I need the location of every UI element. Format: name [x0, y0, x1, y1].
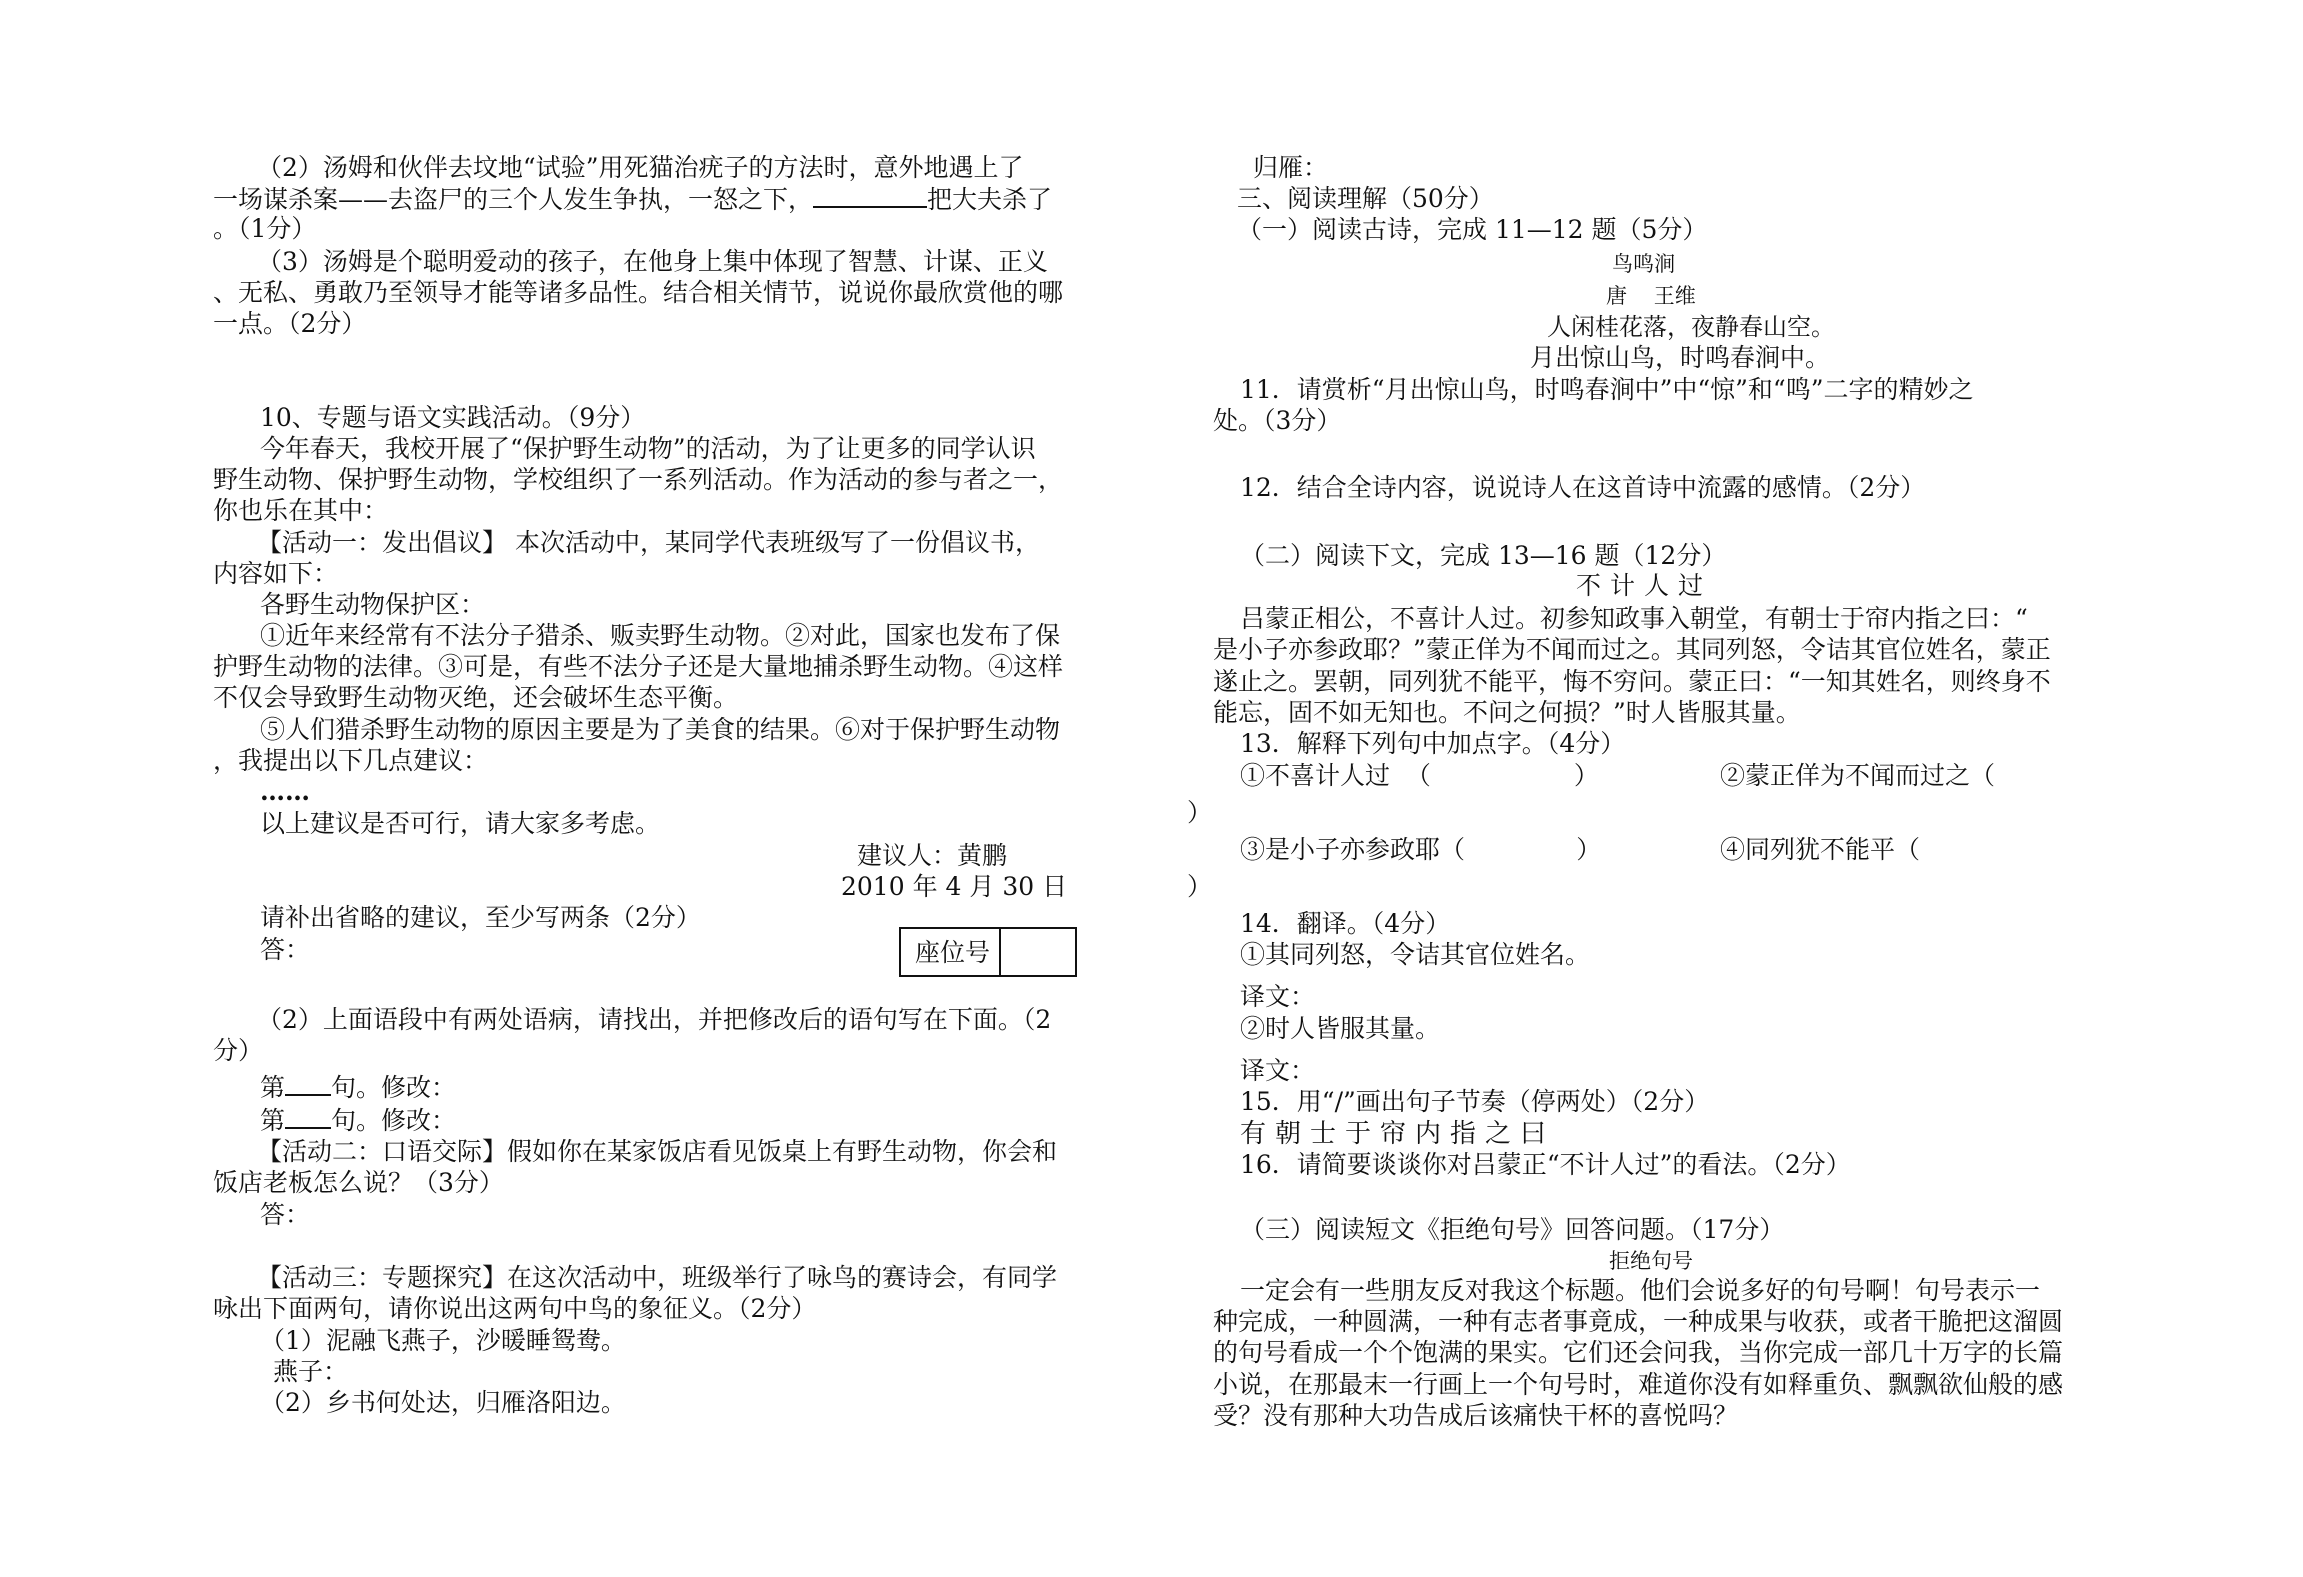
article-title: 拒绝句号	[1609, 1249, 1693, 1273]
q14-item-2: ②时人皆服其量。	[1240, 1014, 1441, 1043]
activity1-heading: 【活动一：发出倡议】 本次活动中，某同学代表班级写了一份倡议书，	[257, 528, 1040, 557]
q14-item-1: ①其同列怒，令诘其官位姓名。	[1240, 940, 1591, 969]
article-line-3: 的句号看成一个个饱满的果实。它们还会问我，当你完成一部几十万字的长篇	[1213, 1338, 2064, 1367]
q12: 12．结合全诗内容，说说诗人在这首诗中流露的感情。（2分）	[1240, 473, 1926, 502]
poem-title: 鸟鸣涧	[1612, 252, 1675, 276]
q9-3-line1: （3）汤姆是个聪明爱动的孩子，在他身上集中体现了智慧、计谋、正义	[257, 247, 1048, 276]
q13-item-2-close: ）	[1187, 798, 1213, 827]
text-title: 不计人过	[1576, 571, 1713, 600]
text-line-3: 遂止之。罢朝，同列犹不能平，悔不穷问。蒙正曰：“一知其姓名，则终身不	[1213, 667, 2051, 696]
poem-line-1: （1）泥融飞燕子，沙暖睡鸳鸯。	[260, 1326, 626, 1355]
proposal-closing: 以上建议是否可行，请大家多考虑。	[260, 809, 661, 838]
activity1-heading-2: 内容如下：	[213, 559, 339, 588]
seat-number-divider	[999, 929, 1001, 975]
proposal-line-5: ，我提出以下几点建议：	[213, 746, 489, 775]
part-1-title: （一）阅读古诗，完成 11—12 题（5分）	[1237, 215, 1708, 244]
q10-1-prompt: 请补出省略的建议，至少写两条（2分）	[260, 903, 701, 932]
proposal-line-3: 不仅会导致野生动物灭绝，还会破坏生态平衡。	[213, 683, 739, 712]
article-line-2: 种完成，一种圆满，一种有志者事竟成，一种成果与收获，或者干脆把这溜圆	[1213, 1307, 2064, 1336]
swallow-answer-label: 燕子：	[273, 1357, 349, 1386]
q10-intro-3: 你也乐在其中：	[213, 496, 389, 525]
answer-label: 答：	[260, 1200, 311, 1229]
proposal-date: 2010 年 4 月 30 日	[841, 872, 1068, 901]
q13-item-4: ④同列犹不能平（	[1720, 835, 1921, 864]
sentence-number-blank[interactable]	[285, 1070, 331, 1096]
article-line-1: 一定会有一些朋友反对我这个标题。他们会说多好的句号啊！句号表示一	[1240, 1276, 2041, 1305]
goose-answer-label: 归雁：	[1253, 153, 1329, 182]
activity3-heading: 【活动三：专题探究】在这次活动中，班级举行了咏鸟的赛诗会，有同学	[257, 1263, 1058, 1292]
activity3-heading-2: 咏出下面两句，请你说出这两句中鸟的象征义。（2分）	[213, 1294, 817, 1323]
sentence-number-blank[interactable]	[285, 1103, 331, 1129]
q14-title: 14．翻译。（4分）	[1240, 909, 1451, 938]
poem-line-2: 月出惊山鸟，时鸣春涧中。	[1530, 343, 1831, 372]
proposal-line-4: ⑤人们猎杀野生动物的原因主要是为了美食的结果。⑥对于保护野生动物	[260, 715, 1061, 744]
poem-line-2: （2）乡书何处达，归雁洛阳边。	[260, 1388, 626, 1417]
text-line-4: 能忘，固不如无知也。不问之何损？”时人皆服其量。	[1213, 698, 1801, 727]
q13-item-4-close: ）	[1187, 872, 1213, 901]
fix-line-1: 第 句。修改：	[260, 1070, 456, 1104]
q10-title: 10、专题与语文实践活动。（9分）	[260, 403, 646, 432]
q13-item-3: ③是小子亦参政耶（ ）	[1240, 835, 1602, 864]
q15-sentence: 有朝士于帘内指之曰	[1240, 1119, 1556, 1149]
article-line-4: 小说，在那最末一行画上一个句号时，难道你没有如释重负、飘飘欲仙般的感	[1213, 1370, 2064, 1399]
text-line-2: 是小子亦参政耶？”蒙正佯为不闻而过之。其同列怒，令诘其官位姓名，蒙正	[1213, 635, 2051, 664]
q11-line2: 处。（3分）	[1213, 406, 1342, 435]
translation-label: 译文：	[1240, 982, 1316, 1011]
q9-2-line1: （2）汤姆和伙伴去坟地“试验”用死猫治疣子的方法时，意外地遇上了	[257, 153, 1024, 182]
q9-3-line2: 、无私、勇敢乃至领导才能等诸多品性。结合相关情节，说说你最欣赏他的哪	[213, 278, 1064, 307]
seat-number-box	[899, 927, 1077, 977]
q11-line1: 11．请赏析“月出惊山鸟，时鸣春涧中”中“惊”和“鸣”二字的精妙之	[1240, 375, 1974, 404]
seat-number-label: 座位号	[915, 938, 991, 967]
answer-label: 答：	[260, 935, 311, 964]
q13-item-1: ①不喜计人过 （ ）	[1240, 761, 1599, 790]
q10-2-prompt: （2）上面语段中有两处语病，请找出，并把修改后的语句写在下面。（2	[257, 1005, 1052, 1034]
proposer: 建议人：黄鹏	[857, 841, 1008, 870]
fix-line-2: 第 句。修改：	[260, 1103, 456, 1137]
part-3-title: （三）阅读短文《拒绝句号》回答问题。（17分）	[1240, 1215, 1785, 1244]
part-2-title: （二）阅读下文，完成 13—16 题（12分）	[1240, 541, 1727, 570]
proposal-ellipsis: ……	[260, 777, 310, 806]
q13-title: 13．解释下列句中加点字。（4分）	[1240, 729, 1626, 758]
q13-item-2: ②蒙正佯为不闻而过之（	[1720, 761, 1996, 790]
q9-2-line3: 。（1分）	[213, 214, 317, 243]
proposal-line-2: 护野生动物的法律。③可是，有些不法分子还是大量地捕杀野生动物。④这样	[213, 652, 1064, 681]
section-3-title: 三、阅读理解（50分）	[1237, 184, 1494, 213]
q10-2-prompt-2: 分）	[213, 1036, 264, 1065]
translation-label: 译文：	[1240, 1056, 1316, 1085]
activity2-heading: 【活动二：口语交际】假如你在某家饭店看见饭桌上有野生动物，你会和	[257, 1137, 1058, 1166]
article-line-5: 受？没有那种大功告成后该痛快干杯的喜悦吗？	[1213, 1401, 1739, 1430]
proposal-salutation: 各野生动物保护区：	[260, 590, 486, 619]
q16: 16．请简要谈谈你对吕蒙正“不计人过”的看法。（2分）	[1240, 1150, 1851, 1179]
q9-2-line2: 一场谋杀案——去盗尸的三个人发生争执，一怒之下， 把大夫杀了	[213, 182, 1052, 216]
q15-title: 15．用“/”画出句子节奏（停两处）（2分）	[1240, 1087, 1710, 1116]
text-line-1: 吕蒙正相公，不喜计人过。初参知政事入朝堂，有朝士于帘内指之曰：“	[1240, 604, 2028, 633]
q9-3-line3: 一点。（2分）	[213, 309, 367, 338]
fill-blank[interactable]	[813, 182, 927, 208]
poem-author: 唐 王维	[1606, 284, 1696, 308]
activity2-heading-2: 饭店老板怎么说？（3分）	[213, 1168, 504, 1197]
proposal-line-1: ①近年来经常有不法分子猎杀、贩卖野生动物。②对此，国家也发布了保	[260, 621, 1061, 650]
poem-line-1: 人闲桂花落，夜静春山空。	[1547, 313, 1835, 341]
q10-intro-2: 野生动物、保护野生动物，学校组织了一系列活动。作为活动的参与者之一，	[213, 465, 1064, 494]
q10-intro-1: 今年春天，我校开展了“保护野生动物”的活动，为了让更多的同学认识	[260, 434, 1036, 463]
